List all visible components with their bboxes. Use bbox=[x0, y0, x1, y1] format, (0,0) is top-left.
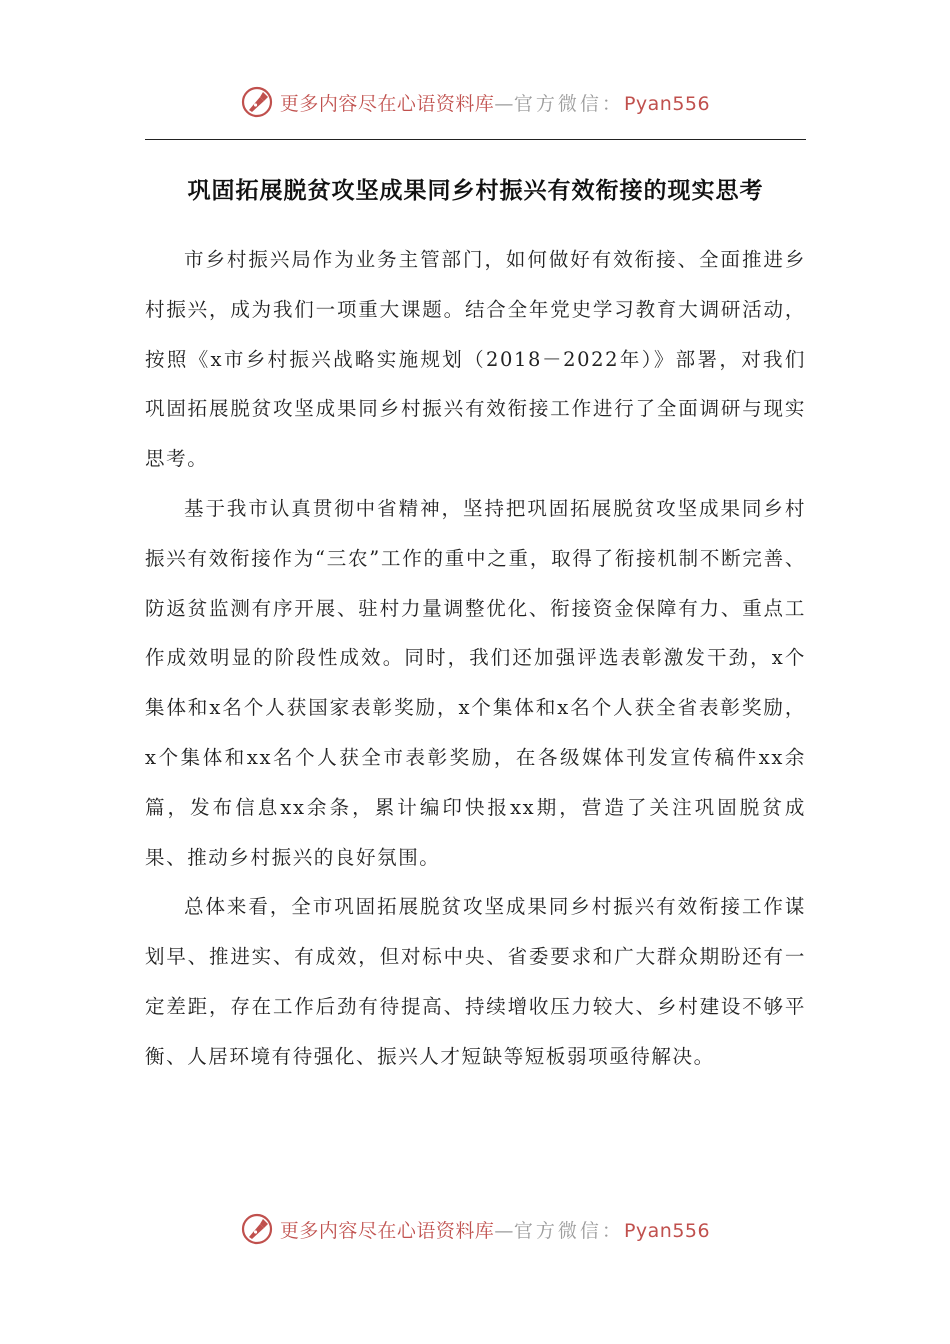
banner-text bbox=[280, 89, 710, 116]
pen-nib-circle-icon bbox=[240, 1212, 274, 1246]
banner-text bbox=[280, 1216, 710, 1243]
pen-nib-circle-icon bbox=[240, 85, 274, 119]
footer-banner bbox=[0, 1207, 950, 1251]
banner-handle: Pyan556 bbox=[623, 1219, 711, 1242]
banner-separator: — bbox=[494, 92, 514, 115]
document-title: 巩固拓展脱贫攻坚成果同乡村振兴有效衔接的现实思考 bbox=[187, 177, 764, 204]
banner-separator: — bbox=[494, 1219, 514, 1242]
header-divider bbox=[145, 139, 806, 140]
document-body bbox=[145, 235, 806, 1082]
paragraph-1: 市乡村振兴局作为业务主管部门，如何做好有效衔接、全面推进乡村振兴，成为我们一项重大课题。结合全年党史学习教育大调研活动，按照《x市乡村振兴战略实施规划（2018－2022年）》部署，对我们巩固拓展脱贫攻坚成果同乡村振兴有效衔接工作进行了全面调研与现实思考。 bbox=[145, 248, 806, 471]
banner-handle: Pyan556 bbox=[623, 92, 711, 115]
banner-label: 官方微信： bbox=[513, 92, 624, 115]
paragraph-2: 基于我市认真贯彻中省精神，坚持把巩固拓展脱贫攻坚成果同乡村振兴有效衔接作为“三农”工作的重中之重，取得了衔接机制不断完善、防返贫监测有序开展、驻村力量调整优化、衔接资金保障有力、重点工作成效明显的阶段性成效。同时，我们还加强评选表彰激发干劲，x个集体和x名个人获国家表彰奖励，x个集体和x名个人获全省表彰奖励，x个集体和xx名个人获全市表彰奖励，在各级媒体刊发宣传稿件xx余篇，发布信息xx余条，累计编印快报xx期，营造了关注巩固脱贫成果、推动乡村振兴的良好氛围。 bbox=[145, 496, 806, 869]
banner-brand: 更多内容尽在心语资料库 bbox=[279, 92, 495, 115]
header-banner bbox=[0, 80, 950, 124]
paragraph-3: 总体来看，全市巩固拓展脱贫攻坚成果同乡村振兴有效衔接工作谋划早、推进实、有成效，但对标中央、省委要求和广大群众期盼还有一定差距，存在工作后劲有待提高、持续增收压力较大、乡村建设不够平衡、人居环境有待强化、振兴人才短缺等短板弱项亟待解决。 bbox=[145, 895, 806, 1068]
banner-label: 官方微信： bbox=[513, 1219, 624, 1242]
banner-brand: 更多内容尽在心语资料库 bbox=[279, 1219, 495, 1242]
